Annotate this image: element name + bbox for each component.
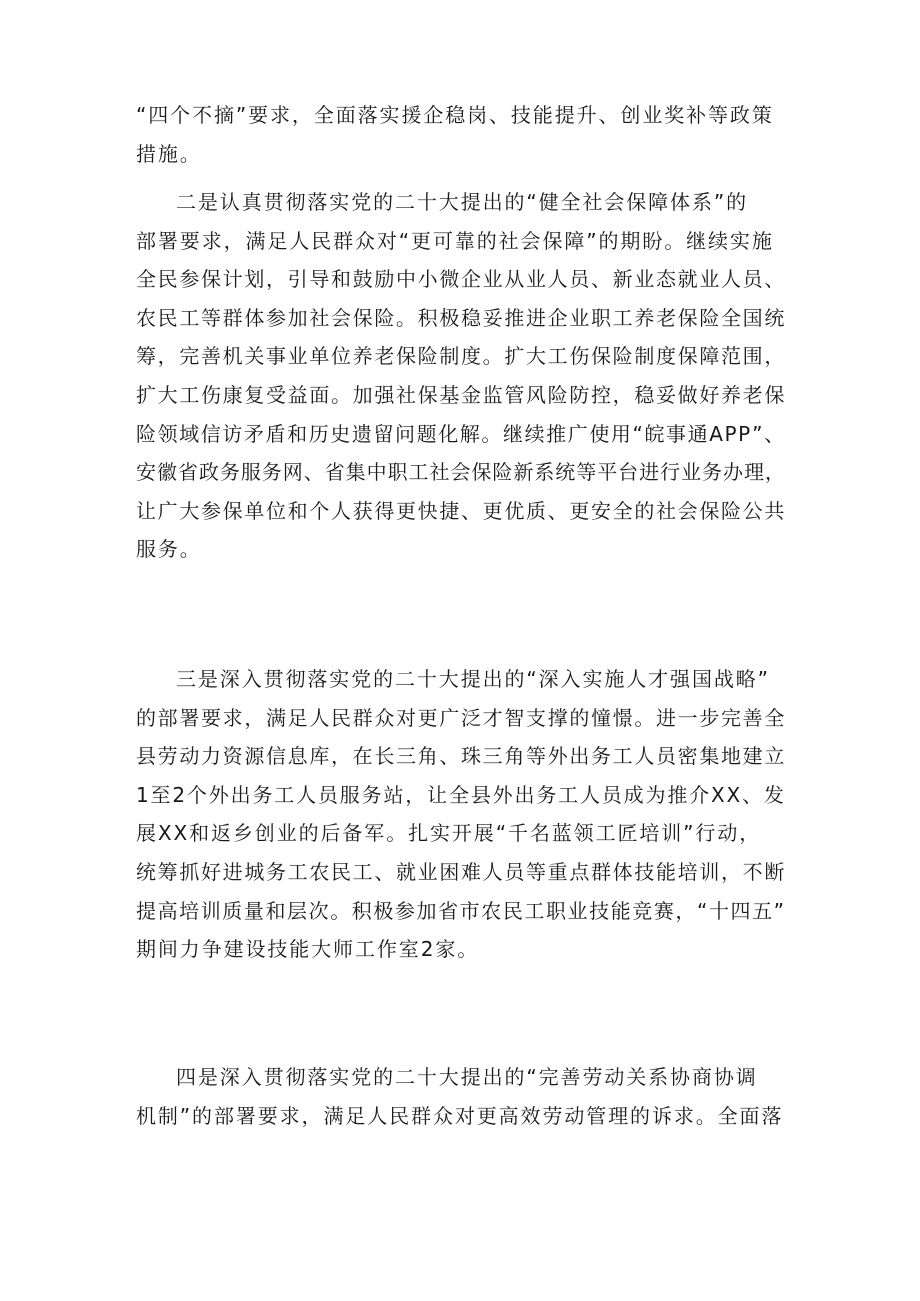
text-line: 三是深入贯彻落实党的二十大提出的“深入实施人才强国战略” (176, 667, 770, 691)
text-line: 险领域信访矛盾和历史遗留问题化解。继续推广使用“皖事通APP”、 (136, 421, 786, 446)
text-line: 扩大工伤康复受益面。加强社保基金监管风险防控，稳妥做好养老保 (136, 382, 786, 407)
text-line: 服务。 (136, 537, 202, 562)
text-line: 二是认真贯彻落实党的二十大提出的“健全社会保障体系”的 (176, 190, 749, 214)
text-line: 统筹抓好进城务工农民工、就业困难人员等重点群体技能培训，不断 (136, 859, 786, 884)
paragraph-talent-strategy (136, 660, 786, 969)
paragraph-continuation (136, 96, 786, 173)
text-line: 农民工等群体参加社会保险。积极稳妥推进企业职工养老保险全国统 (136, 305, 786, 330)
text-line: 让广大参保单位和个人获得更快捷、更优质、更安全的社会保险公共 (136, 498, 786, 523)
text-line: 1至2个外出务工人员服务站，让全县外出务工人员成为推介XX、发 (136, 782, 786, 807)
text-line: 期间力争建设技能大师工作室2家。 (136, 937, 480, 962)
text-line: 四是深入贯彻落实党的二十大提出的“完善劳动关系协商协调 (176, 1065, 758, 1089)
text-line: 县劳动力资源信息库，在长三角、珠三角等外出务工人员密集地建立 (136, 744, 786, 769)
text-line: “四个不摘”要求，全面落实援企稳岗、技能提升、创业奖补等政策 (136, 103, 774, 127)
text-line: 提高培训质量和层次。积极参加省市农民工职业技能竞赛，“十四五” (136, 898, 786, 923)
text-line: 筹，完善机关事业单位养老保险制度。扩大工伤保险制度保障范围， (136, 344, 786, 369)
text-line: 部署要求，满足人民群众对“更可靠的社会保障”的期盼。继续实施 (136, 228, 774, 253)
text-line: 的部署要求，满足人民群众对更广泛才智支撑的憧憬。进一步完善全 (136, 705, 786, 730)
paragraph-labor-relations (136, 1058, 786, 1135)
text-line: 展XX和返乡创业的后备军。扎实开展“千名蓝领工匠培训”行动， (136, 821, 762, 846)
paragraph-social-security (136, 183, 786, 569)
text-line: 安徽省政务服务网、省集中职工社会保险新系统等平台进行业务办理， (136, 460, 786, 485)
text-line: 机制”的部署要求，满足人民群众对更高效劳动管理的诉求。全面落 (136, 1103, 784, 1128)
text-line: 全民参保计划，引导和鼓励中小微企业从业人员、新业态就业人员、 (136, 267, 786, 292)
text-line: 措施。 (136, 141, 202, 166)
